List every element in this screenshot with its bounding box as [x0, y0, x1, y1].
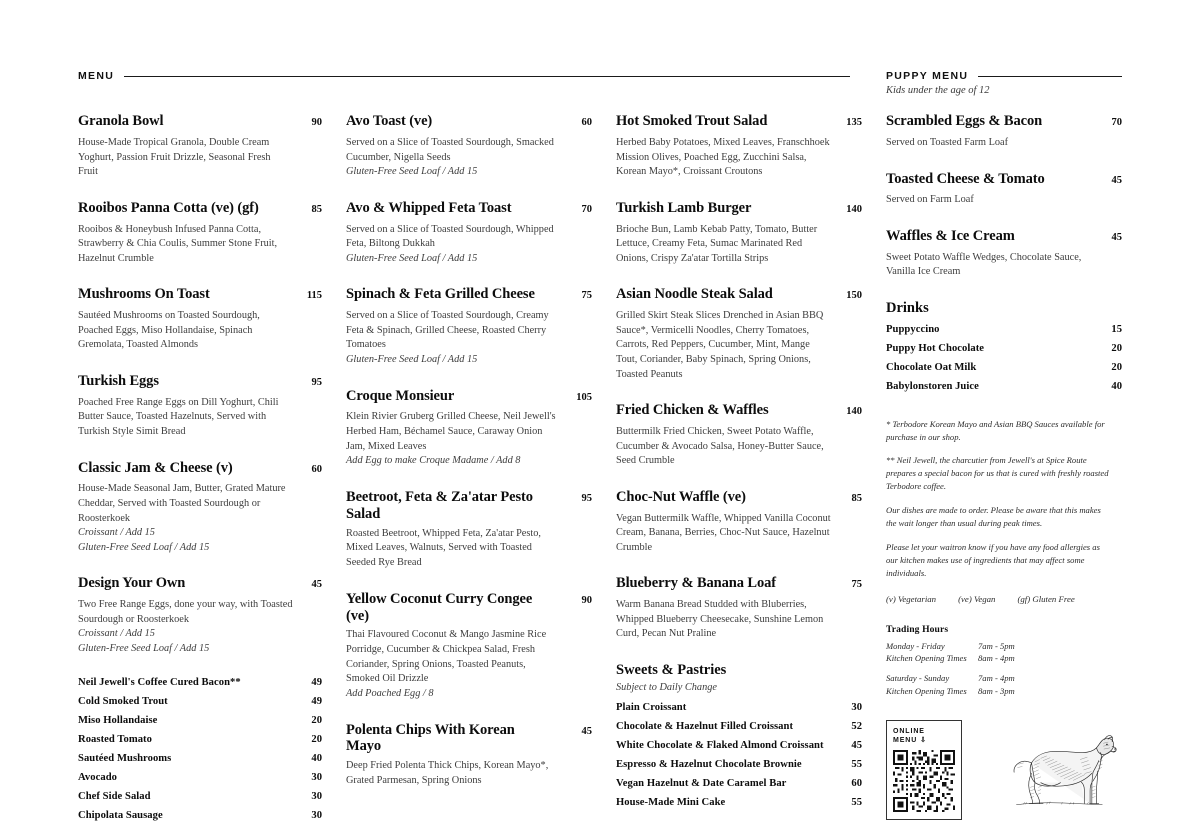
trading-hours-title: Trading Hours [886, 623, 949, 635]
menu-item[interactable] [616, 402, 862, 469]
menu-item-row [616, 286, 862, 305]
menu-item-row [346, 722, 592, 756]
priced-line-name: Espresso & Hazelnut Chocolate Brownie [616, 758, 802, 770]
menu-item-name: Turkish Lamb Burger [616, 199, 752, 216]
sweets-group-title: Sweets & Pastries [616, 662, 727, 679]
priced-line-price: 52 [851, 720, 862, 732]
priced-line-price: 60 [851, 777, 862, 789]
trading-hours-row [886, 672, 1122, 685]
menu-item-name: Croque Monsieur [346, 387, 455, 404]
trading-hours-row [886, 685, 1122, 698]
menu-item-name: Fried Chicken & Waffles [616, 402, 769, 419]
menu-item-description: Deep Fried Polenta Thick Chips, Korean Mayo*, Grated Parmesan, Spring Onions [346, 760, 549, 787]
menu-item[interactable] [78, 286, 322, 353]
menu-item-price: 70 [1111, 117, 1122, 129]
menu-item-list-column2 [346, 113, 592, 789]
menu-item-price: 140 [846, 406, 862, 418]
priced-line-name: Babylonstoren Juice [886, 380, 979, 392]
menu-item-name: Mushrooms On Toast [78, 286, 210, 303]
menu-item-row [616, 402, 862, 421]
menu-item-row [616, 113, 862, 132]
priced-line-name: Puppyccino [886, 323, 940, 335]
priced-line-item[interactable] [616, 740, 862, 751]
puppy-drinks-group [886, 300, 1122, 392]
priced-line-name: House-Made Mini Cake [616, 796, 726, 808]
menu-item-row [78, 200, 322, 219]
priced-line-item[interactable] [886, 362, 1122, 373]
menu-item-description: Sautéed Mushrooms on Toasted Sourdough, Poached Eggs, Miso Hollandaise, Spinach Gremolata, Toasted Almonds [78, 310, 260, 351]
sides-list [78, 677, 322, 821]
menu-item-name: Scrambled Eggs & Bacon [886, 113, 1043, 130]
priced-line-name: Cold Smoked Trout [78, 695, 168, 707]
menu-item[interactable] [886, 228, 1122, 280]
trading-hours-days: Saturday - Sunday [886, 673, 950, 684]
menu-item[interactable] [616, 575, 862, 642]
menu-item-description: Served on a Slice of Toasted Sourdough, Smacked Cucumber, Nigella Seeds [346, 136, 554, 163]
menu-item-name: Asian Noodle Steak Salad [616, 286, 773, 303]
item-add-on: Croissant / Add 15 [78, 628, 155, 640]
menu-item-name: Toasted Cheese & Tomato [886, 170, 1045, 187]
priced-line-name: Chocolate & Hazelnut Filled Croissant [616, 720, 794, 732]
menu-item-price: 105 [576, 391, 592, 403]
menu-item-name: Granola Bowl [78, 113, 164, 130]
trading-hours-rows [886, 640, 1122, 699]
menu-item-row [616, 200, 862, 219]
menu-item-price: 45 [1111, 174, 1122, 186]
menu-item[interactable] [346, 388, 592, 469]
menu-item-description: House-Made Seasonal Jam, Butter, Grated Mature Cheddar, Served with Toasted Sourdough or Roosterkoek [78, 483, 286, 524]
menu-columns [78, 113, 1122, 829]
trading-hours-time: 7am - 4pm [978, 673, 1015, 684]
priced-line-name: Plain Croissant [616, 701, 687, 713]
menu-item-description: Thai Flavoured Coconut & Mango Jasmine Rice Porridge, Cucumber & Chickpea Salad, Fresh Coriander, Spring Onions, Toasted Peanuts, Smoked Oil Drizzle [346, 629, 547, 685]
menu-item-row [616, 575, 862, 594]
priced-line-price: 55 [851, 796, 862, 808]
menu-item[interactable] [346, 113, 592, 180]
trading-hours [886, 624, 1122, 699]
priced-line-name: Neil Jewell's Coffee Cured Bacon** [78, 676, 241, 688]
priced-line-price: 30 [851, 701, 862, 713]
priced-line-item[interactable] [78, 696, 322, 707]
priced-line-name: Puppy Hot Chocolate [886, 342, 985, 354]
priced-line-item[interactable] [886, 324, 1122, 335]
menu-item[interactable] [78, 200, 322, 267]
trading-hours-days: Monday - Friday [886, 640, 945, 651]
menu-item-description: Poached Free Range Eggs on Dill Yoghurt, Chili Butter Sauce, Toasted Hazelnuts, Served with Turkish Style Simit Bread [78, 396, 279, 438]
priced-line-price: 20 [1111, 342, 1122, 354]
menu-item[interactable] [616, 489, 862, 556]
menu-item-description: Rooibos & Honeybush Infused Panna Cotta, Strawberry & Chia Coulis, Summer Stone Fruit, Hazelnut Crumble [78, 223, 278, 264]
priced-line-item[interactable] [78, 810, 322, 821]
priced-line-item[interactable] [78, 715, 322, 726]
priced-line-price: 55 [851, 758, 862, 770]
menu-item-name: Rooibos Panna Cotta (ve) (gf) [78, 199, 259, 216]
priced-line-name: Chipolata Sausage [78, 809, 163, 821]
drinks-list [886, 324, 1122, 392]
online-menu-label-line: MENU ⇩ [893, 737, 927, 745]
menu-item-list-column3 [616, 113, 862, 642]
menu-item-row [78, 460, 322, 479]
priced-line-price: 20 [1111, 361, 1122, 373]
priced-line-name: Roasted Tomato [78, 733, 152, 745]
menu-item-name: Beetroot, Feta & Za'atar Pesto Salad [346, 488, 533, 522]
menu-item-description: Grilled Skirt Steak Slices Drenched in Asian BBQ Sauce*, Vermicelli Noodles, Cherry Tomatoes, Carrots, Red Peppers, Cucumber, Mint, Mange Tout, Coriander, Baby Spinach, Spring Onions, Toasted Peanuts [616, 310, 824, 380]
menu-item[interactable] [78, 373, 322, 440]
menu-item-row [346, 113, 592, 132]
menu-item[interactable] [886, 171, 1122, 208]
priced-line-item[interactable] [78, 753, 322, 764]
menu-item-row [78, 286, 322, 305]
priced-line-name: Sautéed Mushrooms [78, 752, 172, 764]
menu-item[interactable] [886, 113, 1122, 150]
priced-line-item[interactable] [886, 343, 1122, 354]
menu-item-description: Served on a Slice of Toasted Sourdough, Whipped Feta, Biltong Dukkah [346, 223, 554, 250]
menu-column-puppy [886, 113, 1122, 820]
menu-item-description: Sweet Potato Waffle Wedges, Chocolate Sauce, Vanilla Ice Cream [886, 251, 1082, 278]
menu-item-price: 45 [581, 725, 592, 737]
footnote: Our dishes are made to order. Please be aware that this makes the wait longer than usual during peak times. [886, 505, 1101, 528]
item-add-on: Add Egg to make Croque Madame / Add 8 [346, 455, 521, 467]
menu-item[interactable] [616, 113, 862, 180]
footnotes [886, 418, 1122, 580]
menu-item-description: Two Free Range Eggs, done your way, with Toasted Sourdough or Roosterkoek [78, 599, 293, 625]
item-add-on: Gluten-Free Seed Loaf / Add 15 [346, 354, 478, 365]
legend-entry: (v) Vegetarian [886, 593, 937, 604]
menu-item-row [346, 200, 592, 219]
menu-item-price: 85 [851, 492, 862, 504]
arrow-down-icon: ⇩ [920, 737, 927, 745]
qr-code-icon[interactable] [893, 750, 955, 812]
menu-item-price: 115 [306, 290, 322, 302]
footnote: ** Neil Jewell, the charcutier from Jewell's at Spice Route prepares a special bacon for us that is cured with freshly roasted Terbodore coffee. [886, 455, 1109, 492]
menu-item-price: 135 [846, 117, 862, 129]
priced-line-item[interactable] [78, 734, 322, 745]
puppy-header-label: PUPPY MENU [886, 70, 969, 82]
priced-line-item[interactable] [616, 759, 862, 770]
trading-hours-time: 7am - 5pm [978, 640, 1015, 651]
menu-item-name: Choc-Nut Waffle (ve) [616, 488, 746, 505]
menu-item-row [616, 489, 862, 508]
puppy-section-header [886, 70, 1122, 82]
trading-hours-group [886, 640, 1122, 666]
menu-column-toasts [346, 113, 616, 809]
puppy-header-subtitle: Kids under the age of 12 [886, 85, 990, 96]
menu-item-price: 95 [581, 492, 592, 504]
item-add-on: Croissant / Add 15 [78, 527, 155, 539]
priced-line-name: White Chocolate & Flaked Almond Croissant [616, 739, 824, 751]
menu-item-name: Yellow Coconut Curry Congee (ve) [346, 590, 533, 624]
priced-line-price: 40 [1111, 380, 1122, 392]
menu-item-price: 45 [1111, 231, 1122, 243]
priced-line-price: 20 [311, 733, 322, 745]
trading-hours-time: 8am - 3pm [978, 686, 1015, 697]
menu-item-description: Served on a Slice of Toasted Sourdough, Creamy Feta & Spinach, Grilled Cheese, Roasted Cherry Tomatoes [346, 310, 549, 351]
menu-item-description: Herbed Baby Potatoes, Mixed Leaves, Franschhoek Mission Olives, Poached Egg, Zucchini Salsa, Korean Mayo*, Croissant Croutons [616, 136, 830, 178]
menu-item-description: Roasted Beetroot, Whipped Feta, Za'atar Pesto, Mixed Leaves, Walnuts, Served with Toasted Seeded Rye Bread [346, 527, 541, 568]
menu-item-name: Hot Smoked Trout Salad [616, 113, 768, 130]
trading-hours-row [886, 640, 1122, 653]
menu-item[interactable] [346, 591, 592, 702]
priced-line-name: Miso Hollandaise [78, 714, 158, 726]
drinks-group-title: Drinks [886, 299, 929, 316]
legend-entry: (gf) Gluten Free [1017, 593, 1075, 604]
priced-line-price: 15 [1111, 323, 1122, 335]
priced-line-item[interactable] [78, 791, 322, 802]
item-add-on: Gluten-Free Seed Loaf / Add 15 [346, 166, 478, 178]
priced-line-item[interactable] [616, 797, 862, 808]
item-add-on: Gluten-Free Seed Loaf / Add 15 [78, 643, 210, 655]
menu-item-price: 75 [851, 579, 862, 591]
dietary-legend [886, 594, 1122, 604]
footnote: * Terbodore Korean Mayo and Asian BBQ Sauces available for purchase in our shop. [886, 418, 1105, 442]
menu-item-row [78, 113, 322, 132]
great-dane-illustration [1006, 727, 1122, 820]
menu-item-price: 60 [581, 117, 592, 129]
trading-hours-group [886, 672, 1122, 698]
item-add-on: Gluten-Free Seed Loaf / Add 15 [78, 541, 210, 553]
online-menu-qr-card[interactable] [886, 720, 962, 820]
menu-item-row [78, 373, 322, 392]
menu-item-price: 90 [311, 117, 322, 129]
menu-column-mains [616, 113, 886, 816]
menu-item-name: Spinach & Feta Grilled Cheese [346, 286, 535, 303]
priced-line-price: 49 [311, 695, 322, 707]
menu-item-description: Served on Toasted Farm Loaf [886, 136, 1009, 148]
menu-item[interactable] [78, 575, 322, 656]
menu-item-price: 90 [581, 594, 592, 606]
trading-hours-days: Kitchen Opening Times [886, 686, 967, 697]
menu-item-row [346, 388, 592, 407]
menu-item-row [346, 489, 592, 523]
priced-line-item[interactable] [78, 772, 322, 783]
menu-item-name: Classic Jam & Cheese (v) [78, 459, 233, 476]
menu-item-price: 60 [311, 463, 322, 475]
menu-item-price: 70 [581, 203, 592, 215]
menu-item-price: 85 [311, 203, 322, 215]
menu-item[interactable] [78, 460, 322, 556]
sweets-and-pastries-group [616, 662, 862, 808]
menu-item-description: Klein Rivier Gruberg Grilled Cheese, Neil Jewell's Herbed Ham, Béchamel Sauce, Caraway Onion Jam, Mixed Leaves [346, 411, 556, 452]
trading-hours-days: Kitchen Opening Times [886, 653, 967, 664]
menu-column-breakfast [78, 113, 346, 829]
puppy-item-list [886, 113, 1122, 280]
priced-line-name: Chocolate Oat Milk [886, 361, 977, 373]
priced-line-price: 40 [311, 752, 322, 764]
priced-line-name: Chef Side Salad [78, 790, 151, 802]
menu-item-price: 75 [581, 290, 592, 302]
menu-item-price: 140 [846, 203, 862, 215]
priced-line-item[interactable] [886, 381, 1122, 392]
item-add-on: Add Poached Egg / 8 [346, 687, 434, 699]
priced-line-name: Avocado [78, 771, 117, 783]
menu-item-description: Served on Farm Loaf [886, 194, 974, 206]
menu-item-list-column1 [78, 113, 322, 657]
trading-hours-time: 8am - 4pm [978, 653, 1015, 664]
menu-item-name: Avo Toast (ve) [346, 113, 433, 130]
priced-line-item[interactable] [616, 721, 862, 732]
footer-graphics [886, 720, 1122, 820]
priced-line-price: 49 [311, 676, 322, 688]
priced-line-price: 20 [311, 714, 322, 726]
menu-item-description: House-Made Tropical Granola, Double Cream Yoghurt, Passion Fruit Drizzle, Seasonal Fresh Fruit [78, 136, 271, 178]
menu-item-name: Avo & Whipped Feta Toast [346, 199, 512, 216]
priced-line-price: 30 [311, 771, 322, 783]
menu-item-row [886, 113, 1122, 132]
menu-item-description: Warm Banana Bread Studded with Bluberries, Whipped Blueberry Cheesecake, Sunshine Lemon Curd, Pecan Nut Praline [616, 599, 824, 640]
sweets-group-subtitle: Subject to Daily Change [616, 681, 717, 693]
menu-sheet [78, 70, 1122, 829]
menu-item-price: 95 [311, 377, 322, 388]
menu-item-name: Blueberry & Banana Loaf [616, 575, 777, 592]
menu-item-row [886, 228, 1122, 247]
priced-line-price: 45 [851, 739, 862, 751]
trading-hours-row [886, 652, 1122, 665]
menu-item[interactable] [346, 200, 592, 267]
menu-item-description: Brioche Bun, Lamb Kebab Patty, Tomato, Butter Lettuce, Creamy Feta, Sumac Marinated Red Onions, Crispy Za'atar Tortilla Strips [616, 223, 818, 264]
menu-item-name: Turkish Eggs [78, 373, 159, 389]
priced-line-price: 30 [311, 809, 322, 821]
footnote: Please let your waitron know if you have any food allergies as our kitchen makes use of ingredients that may affect some individuals. [886, 541, 1100, 578]
online-menu-label-line: ONLINE [893, 728, 925, 736]
priced-line-item[interactable] [616, 778, 862, 789]
legend-entry: (ve) Vegan [958, 593, 996, 604]
priced-line-price: 30 [311, 790, 322, 802]
menu-item[interactable] [346, 489, 592, 571]
menu-item-row [886, 171, 1122, 190]
menu-item-name: Waffles & Ice Cream [886, 227, 1015, 244]
menu-header-label: MENU [78, 70, 115, 82]
menu-item-description: Buttermilk Fried Chicken, Sweet Potato Waffle, Cucumber & Avocado Salsa, Honey-Butter Sauce, Seed Crumble [616, 426, 824, 467]
menu-item-row [346, 286, 592, 305]
priced-line-item[interactable] [78, 677, 322, 688]
puppy-header-rule [978, 76, 1122, 77]
menu-item[interactable] [346, 722, 592, 789]
sweets-list [616, 702, 862, 808]
menu-item-price: 45 [311, 579, 322, 591]
menu-section-header [78, 70, 850, 82]
menu-item[interactable] [346, 286, 592, 367]
menu-item-row [78, 575, 322, 594]
priced-line-name: Vegan Hazelnut & Date Caramel Bar [616, 777, 787, 789]
menu-item[interactable] [616, 200, 862, 267]
menu-item-name: Design Your Own [78, 575, 186, 592]
menu-header-rule [124, 76, 850, 77]
menu-item-description: Vegan Buttermilk Waffle, Whipped Vanilla Coconut Cream, Banana, Berries, Choc-Nut Sauce, Hazelnut Crumble [616, 512, 831, 553]
item-add-on: Gluten-Free Seed Loaf / Add 15 [346, 252, 478, 264]
online-menu-label [893, 727, 955, 745]
priced-line-item[interactable] [616, 702, 862, 713]
menu-item[interactable] [616, 286, 862, 382]
menu-item-row [346, 591, 592, 625]
menu-item[interactable] [78, 113, 322, 180]
menu-item-price: 150 [846, 290, 862, 302]
menu-item-name: Polenta Chips With Korean Mayo [346, 721, 515, 755]
